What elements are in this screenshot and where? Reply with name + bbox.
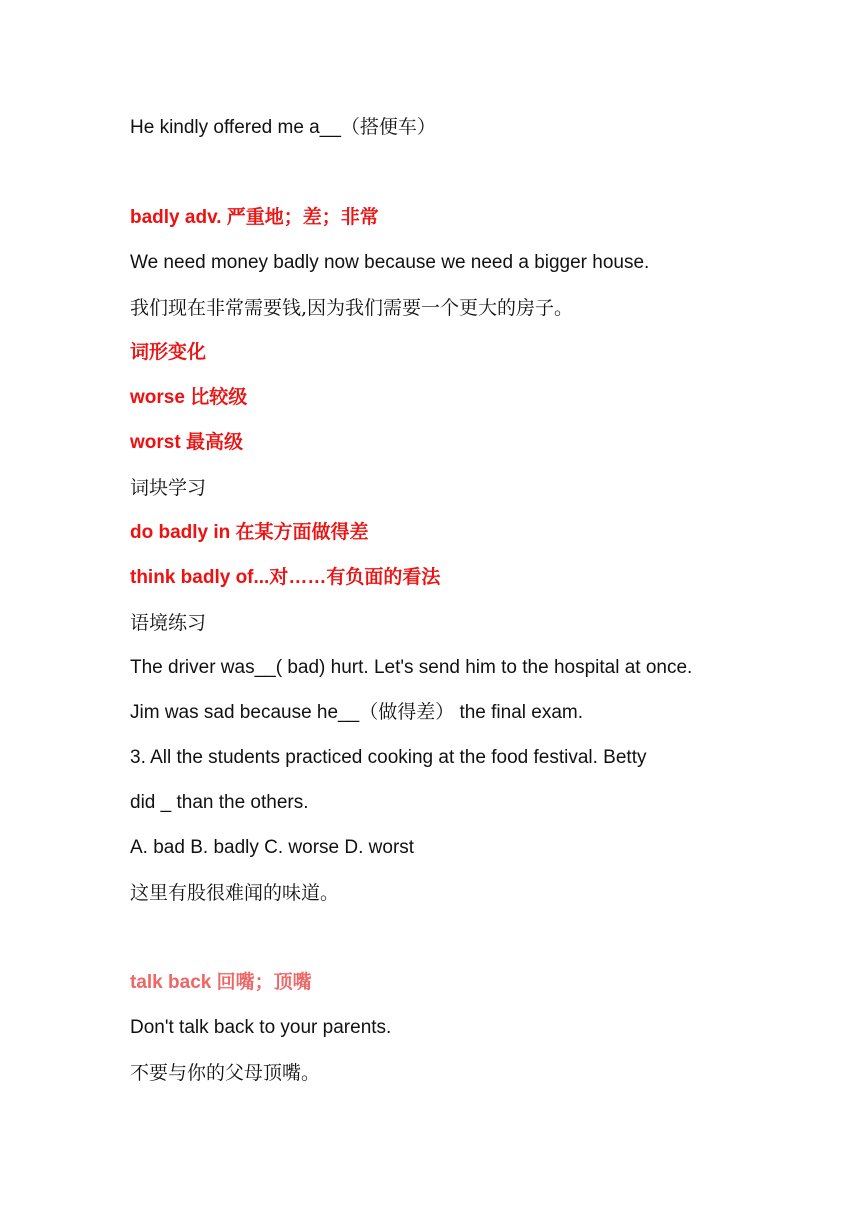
phrase-do-badly-in: do badly in 在某方面做得差 (130, 522, 369, 543)
phrase-think-badly-of: think badly of...对……有负面的看法 (130, 567, 441, 588)
example-sentence-badly: We need money badly now because we need a bigger house. (130, 252, 650, 273)
example-sentence-talk-back: Don't talk back to your parents. (130, 1017, 392, 1038)
example-sentence-offered: He kindly offered me a__（搭便车） (130, 117, 436, 138)
exercise-driver: The driver was__( bad) hurt. Let's send him to the hospital at once. (130, 657, 693, 678)
translation-badly: 我们现在非常需要钱,因为我们需要一个更大的房子。 (130, 297, 574, 319)
exercise-3-question: 3. All the students practiced cooking at the food festival. Betty (130, 747, 647, 768)
heading-word-forms: 词形变化 (130, 342, 207, 363)
exercise-3-options: A. bad B. badly C. worse D. worst (130, 837, 415, 858)
word-form-worst: worst 最高级 (130, 432, 243, 453)
translation-exercise-smell: 这里有股很难闻的味道。 (130, 882, 340, 904)
heading-chunk-learning: 词块学习 (130, 477, 207, 499)
heading-talk-back: talk back 回嘴；顶嘴 (130, 972, 312, 993)
heading-badly: badly adv. 严重地；差；非常 (130, 207, 379, 228)
heading-practice: 语境练习 (130, 612, 207, 634)
word-form-worse: worse 比较级 (130, 387, 248, 408)
translation-talk-back: 不要与你的父母顶嘴。 (130, 1062, 321, 1084)
exercise-3-question-cont: did _ than the others. (130, 792, 309, 813)
exercise-jim: Jim was sad because he__（做得差） the final exam. (130, 702, 584, 723)
